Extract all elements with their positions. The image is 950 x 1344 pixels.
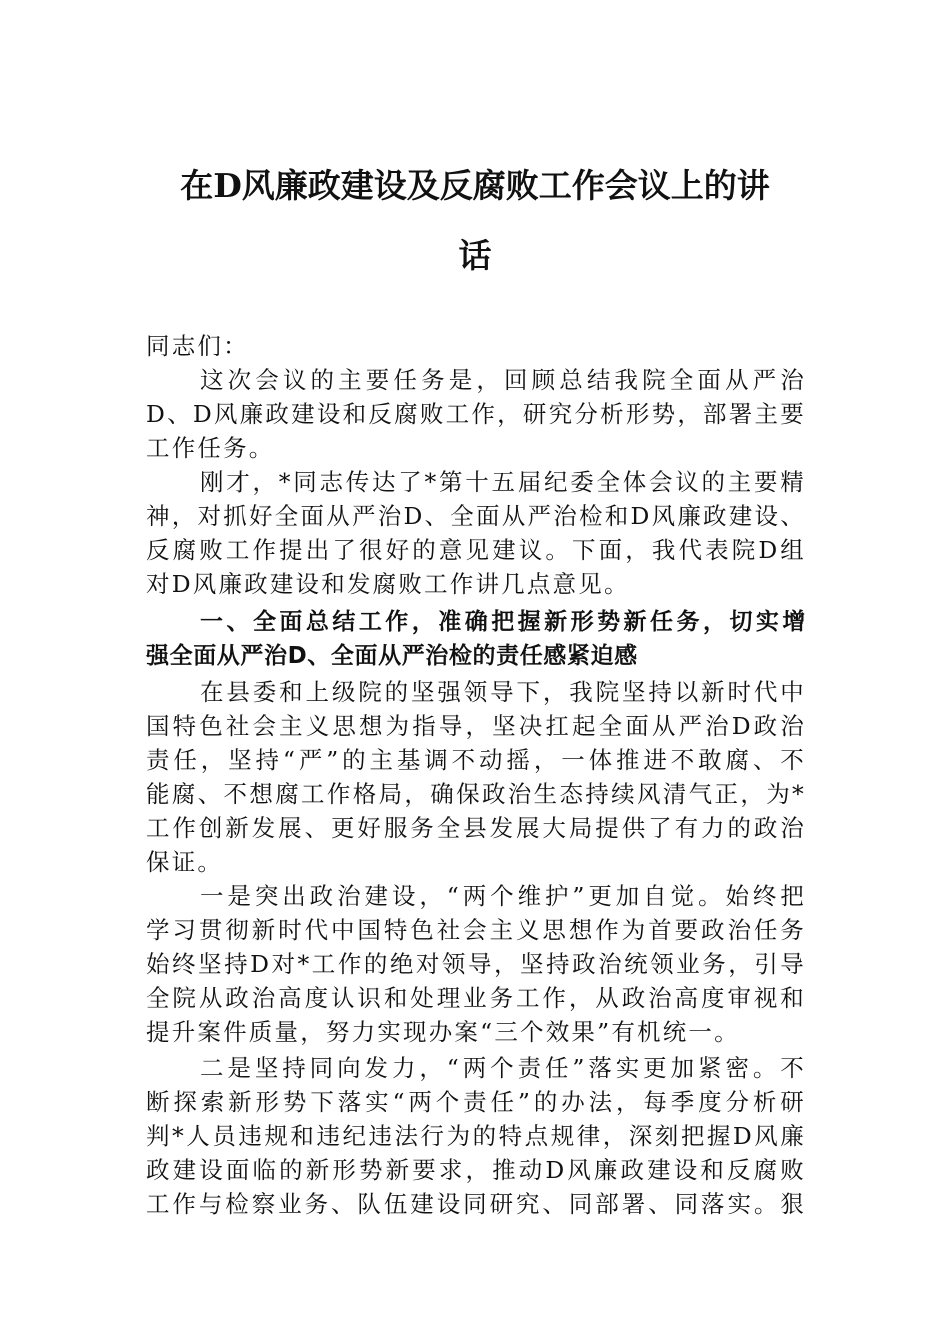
salutation: 同志们： <box>146 332 249 360</box>
paragraph-line: 能腐、不想腐工作格局，确保政治生态持续风清气正，为* <box>146 780 806 808</box>
paragraph-line: 断探索新形势下落实“两个责任”的办法，每季度分析研 <box>146 1088 806 1116</box>
document-title-line-2: 话 <box>458 236 492 275</box>
paragraph-line: 反腐败工作提出了很好的意见建议。下面，我代表院D组 <box>146 536 806 564</box>
paragraph-line: D、D风廉政建设和反腐败工作，研究分析形势，部署主要 <box>146 400 806 428</box>
paragraph-line: 始终坚持D对*工作的绝对领导，坚持政治统领业务，引导 <box>146 950 806 978</box>
paragraph-line: 这次会议的主要任务是，回顾总结我院全面从严治 <box>200 366 806 394</box>
paragraph-line: 神，对抓好全面从严治D、全面从严治检和D风廉政建设、 <box>146 502 806 530</box>
paragraph-line: 工作创新发展、更好服务全县发展大局提供了有力的政治 <box>146 814 806 842</box>
paragraph-line: 对D风廉政建设和发腐败工作讲几点意见。 <box>146 570 630 598</box>
section-heading-line: 一、全面总结工作，准确把握新形势新任务，切实增 <box>200 609 806 635</box>
paragraph-line: 保证。 <box>146 848 224 876</box>
paragraph-line: 提升案件质量，努力实现办案“三个效果”有机统一。 <box>146 1018 740 1046</box>
paragraph-line: 工作任务。 <box>146 434 275 462</box>
paragraph-line: 刚才，*同志传达了*第十五届纪委全体会议的主要精 <box>200 468 806 496</box>
paragraph-line: 工作与检察业务、队伍建设同研究、同部署、同落实。狠 <box>146 1190 806 1218</box>
paragraph-line: 在县委和上级院的坚强领导下，我院坚持以新时代中 <box>200 678 806 706</box>
paragraph-line: 一是突出政治建设，“两个维护”更加自觉。始终把 <box>200 882 806 910</box>
paragraph-line: 政建设面临的新形势新要求，推动D风廉政建设和反腐败 <box>146 1156 806 1184</box>
paragraph-line: 二是坚持同向发力，“两个责任”落实更加紧密。不 <box>200 1054 806 1082</box>
paragraph-line: 责任，坚持“严”的主基调不动摇，一体推进不敢腐、不 <box>146 746 806 774</box>
paragraph-line: 全院从政治高度认识和处理业务工作，从政治高度审视和 <box>146 984 806 1012</box>
document-title-line-1: 在D风廉政建设及反腐败工作会议上的讲 <box>180 166 770 205</box>
section-heading-line: 强全面从严治D、全面从严治检的责任感紧迫感 <box>146 643 638 669</box>
paragraph-line: 学习贯彻新时代中国特色社会主义思想作为首要政治任务 <box>146 916 806 944</box>
paragraph-line: 国特色社会主义思想为指导，坚决扛起全面从严治D政治 <box>146 712 806 740</box>
paragraph-line: 判*人员违规和违纪违法行为的特点规律，深刻把握D风廉 <box>146 1122 806 1150</box>
